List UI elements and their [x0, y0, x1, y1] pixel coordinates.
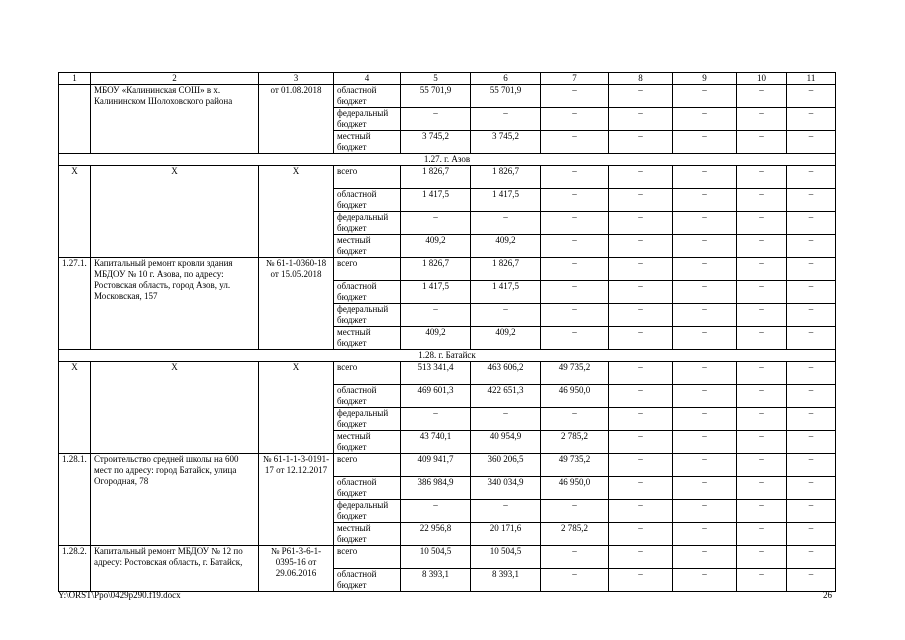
- amount-cell: –: [609, 131, 673, 154]
- amount-cell: –: [541, 569, 609, 592]
- object-document: Х: [259, 166, 334, 258]
- amount-cell: –: [673, 189, 737, 212]
- amount-cell: –: [737, 189, 787, 212]
- amount-cell: –: [737, 166, 787, 189]
- amount-cell: –: [401, 108, 471, 131]
- amount-cell: –: [787, 431, 836, 454]
- amount-cell: 1 826,7: [471, 258, 541, 281]
- amount-cell: –: [471, 408, 541, 431]
- amount-cell: –: [787, 569, 836, 592]
- amount-cell: –: [673, 454, 737, 477]
- amount-cell: 3 745,2: [471, 131, 541, 154]
- object-name: Строительство средней школы на 600 мест по адресу: город Батайск, улица Огородная, 78: [91, 454, 259, 546]
- amount-cell: 409,2: [401, 235, 471, 258]
- amount-cell: –: [737, 431, 787, 454]
- amount-cell: –: [673, 523, 737, 546]
- amount-cell: –: [787, 362, 836, 385]
- column-number: 9: [673, 73, 737, 85]
- budget-source: всего: [334, 166, 401, 189]
- amount-cell: –: [787, 212, 836, 235]
- amount-cell: –: [787, 385, 836, 408]
- amount-cell: –: [787, 235, 836, 258]
- amount-cell: –: [787, 166, 836, 189]
- amount-cell: –: [541, 108, 609, 131]
- amount-cell: –: [609, 500, 673, 523]
- amount-cell: –: [609, 327, 673, 350]
- amount-cell: 409 941,7: [401, 454, 471, 477]
- amount-cell: 409,2: [471, 327, 541, 350]
- amount-cell: 2 785,2: [541, 523, 609, 546]
- amount-cell: 1 826,7: [471, 166, 541, 189]
- amount-cell: –: [609, 85, 673, 108]
- budget-source: федеральный бюджет: [334, 408, 401, 431]
- object-document: № 61-1-1-3-0191-17 от 12.12.2017: [259, 454, 334, 546]
- amount-cell: –: [609, 477, 673, 500]
- budget-source: всего: [334, 362, 401, 385]
- amount-cell: –: [737, 304, 787, 327]
- budget-source: всего: [334, 454, 401, 477]
- amount-cell: –: [609, 212, 673, 235]
- budget-source: местный бюджет: [334, 235, 401, 258]
- table-row: [59, 166, 836, 189]
- amount-cell: –: [737, 258, 787, 281]
- object-name: Капитальный ремонт МБДОУ № 12 по адресу: Ростовская область, г. Батайск,: [91, 546, 259, 592]
- amount-cell: 49 735,2: [541, 362, 609, 385]
- amount-cell: –: [673, 385, 737, 408]
- amount-cell: –: [787, 546, 836, 569]
- amount-cell: –: [673, 362, 737, 385]
- budget-source: областной бюджет: [334, 477, 401, 500]
- table-row: [59, 362, 836, 385]
- amount-cell: –: [541, 212, 609, 235]
- amount-cell: –: [787, 500, 836, 523]
- column-number: 5: [401, 73, 471, 85]
- column-number: 7: [541, 73, 609, 85]
- amount-cell: 1 417,5: [401, 281, 471, 304]
- amount-cell: –: [673, 212, 737, 235]
- amount-cell: –: [737, 523, 787, 546]
- object-number: [59, 85, 91, 154]
- amount-cell: –: [401, 500, 471, 523]
- header-row: [59, 73, 836, 85]
- amount-cell: –: [609, 454, 673, 477]
- amount-cell: –: [737, 362, 787, 385]
- amount-cell: –: [787, 281, 836, 304]
- amount-cell: –: [787, 189, 836, 212]
- amount-cell: –: [737, 546, 787, 569]
- section-title: 1.27. г. Азов: [59, 154, 836, 166]
- budget-source: областной бюджет: [334, 385, 401, 408]
- section-title: 1.28. г. Батайск: [59, 350, 836, 362]
- amount-cell: –: [737, 569, 787, 592]
- budget-source: областной бюджет: [334, 281, 401, 304]
- amount-cell: –: [737, 327, 787, 350]
- amount-cell: –: [609, 431, 673, 454]
- amount-cell: –: [673, 108, 737, 131]
- amount-cell: 513 341,4: [401, 362, 471, 385]
- amount-cell: –: [609, 569, 673, 592]
- budget-source: областной бюджет: [334, 569, 401, 592]
- amount-cell: –: [541, 327, 609, 350]
- budget-source: федеральный бюджет: [334, 212, 401, 235]
- budget-source: местный бюджет: [334, 131, 401, 154]
- amount-cell: 3 745,2: [401, 131, 471, 154]
- amount-cell: –: [737, 408, 787, 431]
- column-number: 4: [334, 73, 401, 85]
- amount-cell: –: [737, 212, 787, 235]
- amount-cell: –: [541, 235, 609, 258]
- amount-cell: –: [787, 327, 836, 350]
- amount-cell: 1 826,7: [401, 166, 471, 189]
- amount-cell: –: [541, 408, 609, 431]
- amount-cell: –: [673, 281, 737, 304]
- amount-cell: –: [673, 85, 737, 108]
- amount-cell: –: [471, 500, 541, 523]
- column-number: 11: [787, 73, 836, 85]
- amount-cell: –: [787, 108, 836, 131]
- footer-path: Y:\ORST\Ppo\0429p290.f19.docx: [58, 590, 181, 600]
- object-number: Х: [59, 166, 91, 258]
- amount-cell: –: [737, 108, 787, 131]
- amount-cell: –: [673, 327, 737, 350]
- budget-source: областной бюджет: [334, 85, 401, 108]
- amount-cell: –: [609, 258, 673, 281]
- amount-cell: –: [673, 569, 737, 592]
- budget-source: местный бюджет: [334, 431, 401, 454]
- amount-cell: –: [787, 408, 836, 431]
- amount-cell: –: [787, 258, 836, 281]
- table-row: [59, 454, 836, 477]
- amount-cell: 409,2: [471, 235, 541, 258]
- object-number: 1.28.1.: [59, 454, 91, 546]
- amount-cell: 10 504,5: [401, 546, 471, 569]
- amount-cell: –: [737, 235, 787, 258]
- amount-cell: 2 785,2: [541, 431, 609, 454]
- amount-cell: –: [737, 454, 787, 477]
- amount-cell: –: [673, 477, 737, 500]
- amount-cell: –: [609, 235, 673, 258]
- amount-cell: –: [609, 281, 673, 304]
- amount-cell: –: [737, 477, 787, 500]
- amount-cell: 55 701,9: [471, 85, 541, 108]
- amount-cell: –: [471, 108, 541, 131]
- object-name: Х: [91, 166, 259, 258]
- amount-cell: –: [471, 304, 541, 327]
- section-row: [59, 350, 836, 362]
- amount-cell: –: [541, 304, 609, 327]
- amount-cell: –: [401, 408, 471, 431]
- amount-cell: –: [541, 85, 609, 108]
- amount-cell: 1 826,7: [401, 258, 471, 281]
- amount-cell: –: [541, 281, 609, 304]
- budget-source: местный бюджет: [334, 523, 401, 546]
- amount-cell: –: [609, 408, 673, 431]
- amount-cell: 360 206,5: [471, 454, 541, 477]
- amount-cell: 386 984,9: [401, 477, 471, 500]
- amount-cell: 22 956,8: [401, 523, 471, 546]
- budget-source: федеральный бюджет: [334, 500, 401, 523]
- amount-cell: –: [541, 546, 609, 569]
- amount-cell: 20 171,6: [471, 523, 541, 546]
- budget-source: областной бюджет: [334, 189, 401, 212]
- amount-cell: 1 417,5: [401, 189, 471, 212]
- amount-cell: –: [787, 85, 836, 108]
- amount-cell: –: [737, 131, 787, 154]
- amount-cell: –: [673, 431, 737, 454]
- amount-cell: –: [541, 258, 609, 281]
- object-name: Капитальный ремонт кровли здания МБДОУ № 10 г. Азова, по адресу: Ростовская область, город Азов, ул. Московская, 157: [91, 258, 259, 350]
- column-number: 3: [259, 73, 334, 85]
- budget-source: всего: [334, 258, 401, 281]
- amount-cell: –: [673, 408, 737, 431]
- amount-cell: 409,2: [401, 327, 471, 350]
- table-row: [59, 258, 836, 281]
- amount-cell: –: [673, 500, 737, 523]
- amount-cell: –: [609, 523, 673, 546]
- amount-cell: –: [541, 131, 609, 154]
- amount-cell: –: [787, 131, 836, 154]
- object-name: Х: [91, 362, 259, 454]
- amount-cell: 40 954,9: [471, 431, 541, 454]
- amount-cell: 463 606,2: [471, 362, 541, 385]
- amount-cell: –: [673, 546, 737, 569]
- object-number: Х: [59, 362, 91, 454]
- object-number: 1.28.2.: [59, 546, 91, 592]
- amount-cell: –: [787, 477, 836, 500]
- amount-cell: 55 701,9: [401, 85, 471, 108]
- amount-cell: 49 735,2: [541, 454, 609, 477]
- amount-cell: 8 393,1: [471, 569, 541, 592]
- amount-cell: –: [673, 258, 737, 281]
- budget-source: местный бюджет: [334, 327, 401, 350]
- column-number: 2: [91, 73, 259, 85]
- amount-cell: –: [737, 385, 787, 408]
- section-row: [59, 154, 836, 166]
- amount-cell: 1 417,5: [471, 189, 541, 212]
- amount-cell: –: [541, 189, 609, 212]
- amount-cell: –: [673, 235, 737, 258]
- amount-cell: –: [609, 304, 673, 327]
- object-number: 1.27.1.: [59, 258, 91, 350]
- object-name: МБОУ «Калининская СОШ» в х. Калининском Шолоховского района: [91, 85, 259, 154]
- amount-cell: 10 504,5: [471, 546, 541, 569]
- amount-cell: 43 740,1: [401, 431, 471, 454]
- amount-cell: –: [609, 362, 673, 385]
- budget-source: федеральный бюджет: [334, 108, 401, 131]
- amount-cell: –: [609, 108, 673, 131]
- object-document: № 61-1-0360-18 от 15.05.2018: [259, 258, 334, 350]
- amount-cell: –: [673, 166, 737, 189]
- amount-cell: 340 034,9: [471, 477, 541, 500]
- amount-cell: –: [609, 166, 673, 189]
- amount-cell: –: [541, 166, 609, 189]
- budget-source: всего: [334, 546, 401, 569]
- amount-cell: –: [787, 454, 836, 477]
- amount-cell: –: [609, 189, 673, 212]
- budget-source: федеральный бюджет: [334, 304, 401, 327]
- column-number: 6: [471, 73, 541, 85]
- amount-cell: –: [787, 304, 836, 327]
- amount-cell: –: [401, 304, 471, 327]
- amount-cell: 422 651,3: [471, 385, 541, 408]
- column-number: 8: [609, 73, 673, 85]
- amount-cell: –: [609, 546, 673, 569]
- column-number: 1: [59, 73, 91, 85]
- amount-cell: 469 601,3: [401, 385, 471, 408]
- amount-cell: –: [737, 500, 787, 523]
- amount-cell: –: [541, 500, 609, 523]
- amount-cell: 46 950,0: [541, 385, 609, 408]
- object-document: Х: [259, 362, 334, 454]
- amount-cell: –: [673, 304, 737, 327]
- amount-cell: 46 950,0: [541, 477, 609, 500]
- amount-cell: –: [609, 385, 673, 408]
- amount-cell: –: [401, 212, 471, 235]
- table-row: [59, 546, 836, 569]
- column-number: 10: [737, 73, 787, 85]
- object-document: № Р61-3-6-1-0395-16 от 29.06.2016: [259, 546, 334, 592]
- amount-cell: 1 417,5: [471, 281, 541, 304]
- amount-cell: –: [787, 523, 836, 546]
- amount-cell: –: [471, 212, 541, 235]
- amount-cell: –: [737, 85, 787, 108]
- amount-cell: –: [737, 281, 787, 304]
- amount-cell: –: [673, 131, 737, 154]
- object-document: от 01.08.2018: [259, 85, 334, 154]
- page-number: 26: [823, 590, 832, 600]
- table-row: [59, 85, 836, 108]
- budget-table: [58, 72, 836, 592]
- amount-cell: 8 393,1: [401, 569, 471, 592]
